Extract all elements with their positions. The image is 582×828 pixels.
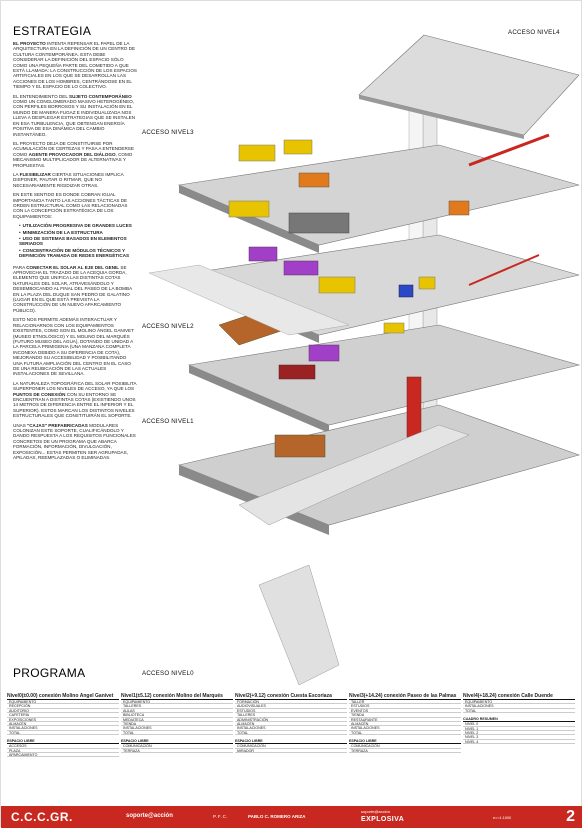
auditorium-seating (279, 365, 315, 379)
program-box (449, 201, 469, 215)
program-box (289, 213, 349, 233)
footer-subtitle: soporte@acción (126, 813, 173, 819)
exploded-axonometric-diagram (139, 25, 582, 693)
table-row: COMUNICACIÓN (121, 744, 233, 748)
table-row: TERRAZA (121, 749, 233, 753)
bullet-item: • UTILIZACIÓN PROGRESIVA DE GRANDES LUCES (19, 223, 137, 228)
bullet-item: • MINIMIZACIÓN DE LA ESTRUCTURA (19, 230, 137, 235)
table-row: ALMACÉN (235, 722, 347, 726)
program-box (284, 261, 318, 275)
table-row: ESTUDIOS (349, 704, 461, 708)
table-nivel1 (121, 693, 233, 805)
table-row: TALLERES (121, 704, 233, 708)
label-acceso-nivel0: ACCESO NIVEL0 (142, 670, 194, 677)
table-title: Nivel4(+18.24) conexión Calle Duende (463, 693, 575, 700)
table-subtitle: ESPACIO LIBRE (349, 739, 461, 744)
table-row: AULAS (121, 709, 233, 713)
table-title: Nivel0(±0.00) conexión Molino Ángel Ganivet (7, 693, 119, 700)
table-row: ALMACÉN (7, 722, 119, 726)
program-box (299, 173, 329, 187)
red-tower (407, 377, 421, 437)
table-title: Nivel1(±5.12) conexión Molino del Marqués (121, 693, 233, 700)
footer-pfc: P.F.C. (213, 814, 229, 819)
strategy-column (13, 25, 137, 701)
table-row: TERRAZA (349, 749, 461, 753)
table-row: BIBLIOTECA (121, 713, 233, 717)
label-acceso-nivel1: ACCESO NIVEL1 (142, 418, 194, 425)
program-box (399, 285, 413, 297)
table-subtitle: ESPACIO LIBRE (121, 739, 233, 744)
program-box (419, 277, 435, 289)
table-row: ADMINISTRACIÓN (235, 718, 347, 722)
table-row: ESTUDIOS (235, 709, 347, 713)
strategy-paragraph-7: ESTO NOS PERMITE ADEMÁS INTERACTUAR Y RELACIONARNOS CON LOS EQUIPAMIENTOS EXISTENTES, COMO SON EL MOLINO ÁNGEL GANIVET (MUSEO ETNOLÓGICO) Y EL MOLINO DEL MARQUÉS (FUTURO MUSEO DEL AGUA), DOTANDO DE UNIDAD A LA PARCELA PRIMIGENIA (UNA MANZANA COMPLETA INCONEXA DEBIDO A SU DIFERENCIA DE COTA), MEJORANDO SU ACCESIBILIDAD Y POSIBILITANDO UNA FUTURA AMPLIACIÓN DEL CENTRO EN EL CASO DE UNA REUBICACIÓN DE LAS ACTUALES INSTALACIONES DE SEVILLANA. (13, 317, 134, 377)
table-row: NIVEL 4 (463, 740, 575, 744)
table-row: TALLERES (235, 713, 347, 717)
strategy-paragraph-3: EL PROYECTO DEJA DE CONSTITUIRSE POR ACUMULACIÓN DE CERTEZAS Y PASA A ENTENDERSE COMO AGENTE PROVOCADOR DEL DIÁLOGO, COMO MECANISMO MULTIPLICADOR DE ALTERNATIVAS Y PROPUESTAS. (13, 140, 134, 168)
table-row: INSTALACIONES (7, 726, 119, 730)
table-row: NIVEL 0 (463, 722, 575, 726)
program-tables (7, 693, 577, 805)
program-box (249, 247, 277, 261)
table-row: NIVEL 3 (463, 735, 575, 739)
table-row: TIENDA (349, 713, 461, 717)
strategy-paragraph-6: PARA CONECTAR EL SOLAR AL EJE DEL GENIL SE APROVECHA EL TRAZADO DE LA ACEQUIA GORDA, ELEMENTO QUE UNIFICA LAS DISTINTAS COTAS NATURALES DEL SOLAR, ATRAVESÁNDOLO Y DESEMBOCANDO AL FINAL DEL PASEO DE LA BOMBA EN LA PLAZA DEL DUQUE SAN PEDRO DE GALATINO (LUGAR EN EL QUE ESTÁ PREVISTA LA CONSTRUCCIÓN DE UN NUEVO APARCAMIENTO PÚBLICO). (13, 264, 132, 313)
table-row: APARCAMIENTO (7, 753, 119, 757)
red-ramp (469, 135, 549, 165)
label-acceso-nivel2: ACCESO NIVEL2 (142, 323, 194, 330)
table-row: CAFETERÍA (7, 713, 119, 717)
table-row: ALMACÉN (349, 722, 461, 726)
strategy-title: ESTRATEGIA (13, 24, 92, 38)
table-title: Nivel2(+9.12) conexión Cuesta Escoriaza (235, 693, 347, 700)
table-row: EQUIPAMIENTO (121, 700, 233, 704)
axonometric-drawing (139, 25, 582, 693)
table-row: MEDIATECA (121, 718, 233, 722)
table-row: AUDIOVISUALES (235, 704, 347, 708)
table-row: NIVEL 2 (463, 731, 575, 735)
table-row: AUDITORIO (7, 709, 119, 713)
table-nivel3 (349, 693, 461, 805)
table-row: TOTAL (121, 731, 233, 735)
table-row: NIVEL 1 (463, 727, 575, 731)
table-row: FORMACIÓN (235, 700, 347, 704)
table-row: TOTAL (349, 731, 461, 735)
table-subtitle: ESPACIO LIBRE (7, 739, 119, 744)
footer-bar (1, 806, 582, 828)
table-row: INSTALACIONES (121, 726, 233, 730)
auditorium-floor (275, 435, 325, 457)
table-title: Nivel3(+14.24) conexión Paseo de las Palmas (349, 693, 461, 700)
footer-author: PABLO C. ROMERO ARIZA (248, 814, 306, 819)
table-row: TOTAL (463, 709, 575, 713)
footer-explosiva: EXPLOSIVA (361, 816, 405, 823)
program-box (229, 201, 269, 217)
access-stair (259, 565, 339, 685)
table-row: TIENDA (121, 722, 233, 726)
table-row: MIRADOR (235, 749, 347, 753)
program-box (384, 323, 404, 333)
table-row: INSTALACIONES (349, 726, 461, 730)
table-row: EVENTOS (349, 709, 461, 713)
table-row: TOTAL (7, 731, 119, 735)
strategy-paragraph-5: EN ESTE SENTIDO ES DONDE COBRAN IGUAL IMPORTANCIA TANTO LAS ACCIONES TÁCTICAS DE ORDEN ESTRUCTURAL COMO LAS RELACIONADAS CON LA CONCEPCIÓN ESTRATÉGICA DE LOS EQUIPAMIENTOS: (13, 192, 128, 219)
table-subtitle: ESPACIO LIBRE (235, 739, 347, 744)
table-row: EQUIPAMIENTO (7, 700, 119, 704)
table-row: EQUIPAMIENTO (463, 700, 575, 704)
table-row: ACCESOS (7, 744, 119, 748)
table-nivel2 (235, 693, 347, 805)
strategy-paragraph-8: LA NATURALEZA TOPOGRÁFICA DEL SOLAR POSIBILITA SUPERPONER LOS NIVELES DE ACCESO, YA QUE LOS PUNTOS DE CONEXIÓN CON SU ENTORNO SE ENCUENTRAN A DISTINTAS COTAS (EXISTIENDO UNOS 14 METROS DE DIFERENCIA ENTRE EL INFERIOR Y EL SUPERIOR). ESTOS MARCAN LOS DISTINTOS NIVELES ESTRUCTURALES QUE CONSTITUIRÁN EL SOPORTE. (13, 380, 137, 419)
program-box (284, 140, 312, 154)
table-row: TOTAL (235, 731, 347, 735)
slab-level4 (359, 35, 579, 135)
strategy-paragraph-2: EL ENTENDIMIENTO DEL SUJETO CONTEMPORÁNEO COMO UN CONGLOMERADO MASIVO HETEROGÉNEO, CON PERFILES BORROSOS Y SU INSTALACIÓN EN EL MUNDO DE MANERA FUGAZ E INDIVIDUALIZADA NOS LLEVA A DESPLEGAR ESTRATEGIAS QUE SE INSTALEN EN ESA TURBULENCIA, QUE OBTENGAN ENERGÍA POSITIVA DE ESA DINÁMICA DEL CAMBIO INSTANTÁNEO. (13, 93, 136, 137)
table-row: INSTALACIONES (463, 704, 575, 708)
program-box (319, 277, 355, 293)
strategy-bullets (19, 223, 137, 258)
footer-scale: e==1:1000 (493, 816, 512, 820)
sheet-number: 2 (566, 808, 575, 825)
table-subtitle: CUADRO RESUMEN (463, 717, 575, 722)
label-acceso-nivel4: ACCESO NIVEL4 (508, 29, 560, 36)
table-row: INSTALACIONES (235, 726, 347, 730)
label-acceso-nivel3: ACCESO NIVEL3 (142, 129, 194, 136)
table-row: COMUNICACIÓN (235, 744, 347, 748)
table-nivel4 (463, 693, 575, 805)
strategy-paragraph-9: UNAS "CAJAS" PREFABRICADAS MODULARES COLONIZAN ESTE SOPORTE, CUALIFICÁNDOLO Y DANDO RESPUESTA A LOS REQUISITOS FUNCIONALES CONCRETOS DE UN PROGRAMA QUE ABARCA FORMACIÓN, INFORMACIÓN, DIVULGACIÓN, EXPOSICIÓN... ESTAS PERMITEN SER AGRUPADAS, APILADAS, REEMPLAZADAS O ELIMINADAS. (13, 422, 136, 461)
table-row: EXPOSICIONES (7, 718, 119, 722)
program-title: PROGRAMA (13, 666, 86, 680)
project-logo: C.C.C.GR. (11, 810, 73, 824)
program-box (309, 345, 339, 361)
table-nivel0 (7, 693, 119, 805)
table-row: RECEPCIÓN (7, 704, 119, 708)
table-row: RESTAURANTE (349, 718, 461, 722)
table-row: PLAZA (7, 749, 119, 753)
table-row: COMUNICACIÓN (349, 744, 461, 748)
program-box (239, 145, 275, 161)
bullet-item: • CONCENTRACIÓN DE MÓDULOS TÉCNICOS Y DEFINICIÓN TRAMADA DE REDES ENERGÉTICAS (19, 248, 137, 259)
strategy-paragraph-4: LA FLEXIBILIZAR CIERTAS SITUACIONES IMPLICA DISPONER, PAUTAR O RITMAR, QUE NO NECESARIAMENTE RIGIDIZAR OTRAS. (13, 171, 124, 188)
strategy-paragraph-1: EL PROYECTO INTENTA REPENSAR EL PAPEL DE LA ARQUITECTURA EN LA DEFINICIÓN DE UN CENTRO DE CULTURA CONTEMPORÁNEA. ESTA DEBE CONSIDERAR LA DEFINICIÓN DEL ESPACIO SÓLO COMO UNA PEQUEÑA PARTE DEL COMETIDO A QUE ESTÁ LLAMADA: LA CONSTRUCCIÓN DE LOS ESPACIOS ARTIFICIALES EN LOS QUE SE DESARROLLAN LAS ACCIONES DE LOS HOMBRES, CENTRÁNDOSE EN EL TIEMPO Y EL ESPACIO DE LO COLECTIVO. (13, 41, 137, 90)
bullet-item: • USO DE SISTEMAS BASADOS EN ELEMENTOS SERIADOS (19, 236, 137, 247)
footer-small-title: soporte@acción (361, 809, 390, 814)
table-row: TALLER (349, 700, 461, 704)
